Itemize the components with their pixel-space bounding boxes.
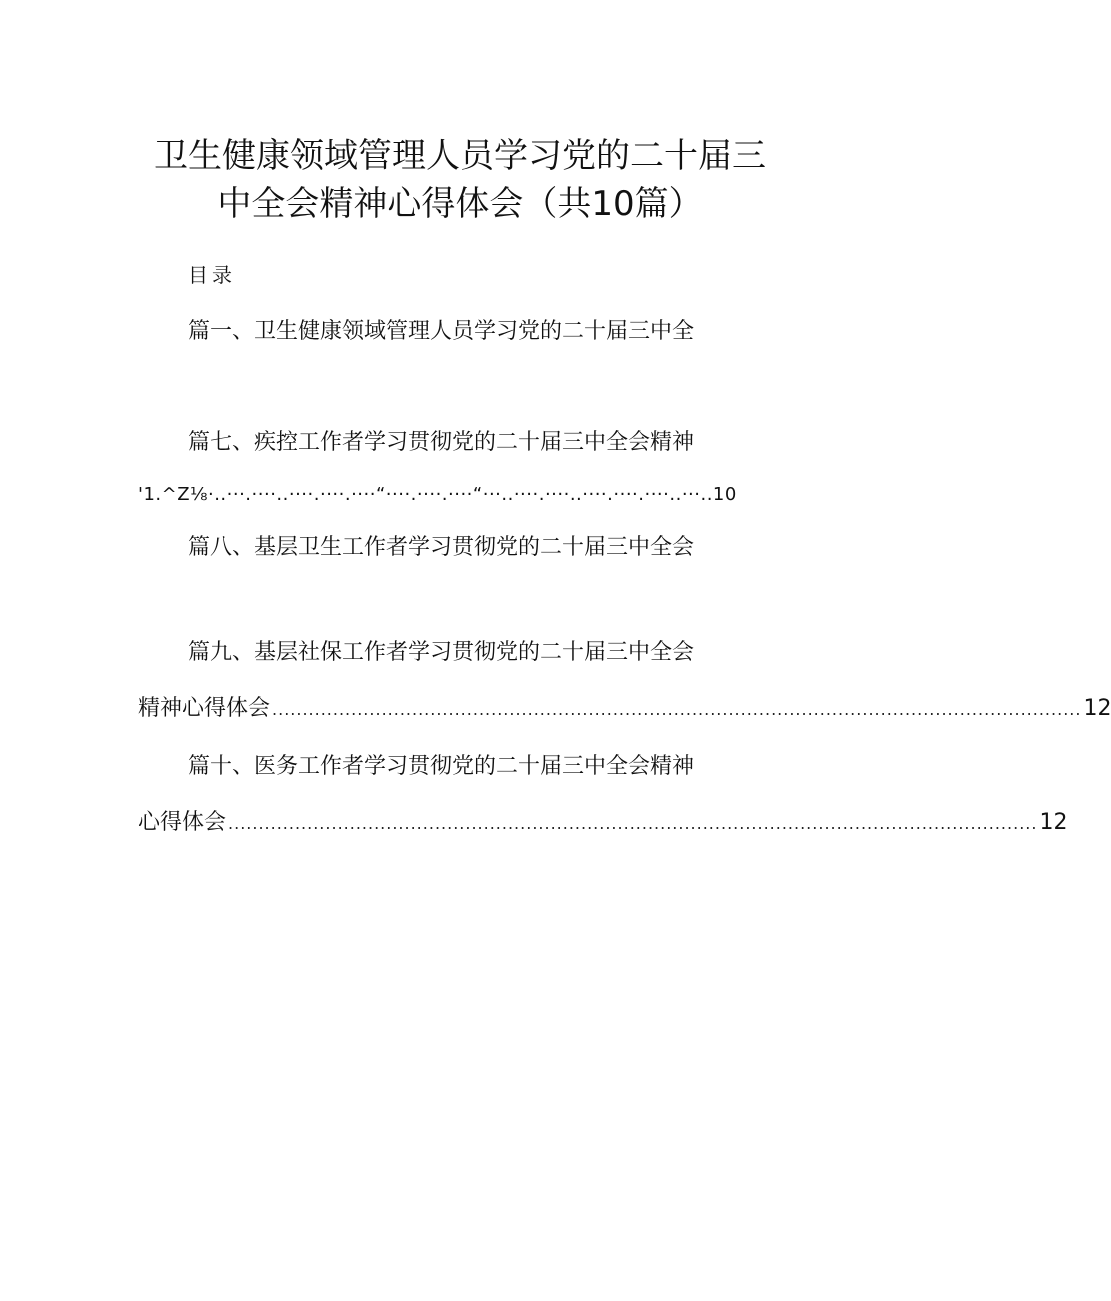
document-title-line-2: 中全会精神心得体会（共10篇）	[217, 184, 703, 224]
toc-entry-4-title: 精神心得体会	[138, 696, 271, 721]
toc-entry-5-line-1[interactable]: 篇十、医务工作者学习贯彻党的二十届三中全会精神	[188, 754, 695, 779]
toc-entry-2-line-1[interactable]: 篇七、疾控工作者学习贯彻党的二十届三中全会精神	[188, 430, 695, 455]
document-title-line-1: 卫生健康领域管理人员学习党的二十届三	[154, 136, 766, 176]
toc-entry-5-title: 心得体会	[138, 810, 227, 835]
toc-entry-4-line-2[interactable]	[138, 694, 1111, 725]
toc-entry-1-line-1[interactable]: 篇一、卫生健康领域管理人员学习党的二十届三中全	[188, 319, 695, 344]
toc-entry-4-page-number: 12	[1083, 696, 1111, 721]
toc-entry-4-leader-dots: .....................................................................................................................................	[272, 700, 1082, 719]
toc-entry-5-leader-dots: .....................................................................................................................................	[228, 814, 1038, 833]
toc-entry-2-line-2[interactable]: '1.^Z⅛·..···.····..····.····.····“····.····.····“···..····.····..····.····.····..···..10	[138, 484, 737, 505]
toc-entry-5-line-2[interactable]	[138, 808, 1068, 839]
toc-entry-4-line-1[interactable]: 篇九、基层社保工作者学习贯彻党的二十届三中全会	[188, 640, 695, 665]
toc-entry-3-line-1[interactable]: 篇八、基层卫生工作者学习贯彻党的二十届三中全会	[188, 535, 695, 560]
toc-entry-5-page-number: 12	[1039, 810, 1068, 835]
toc-heading: 目录	[188, 263, 236, 287]
